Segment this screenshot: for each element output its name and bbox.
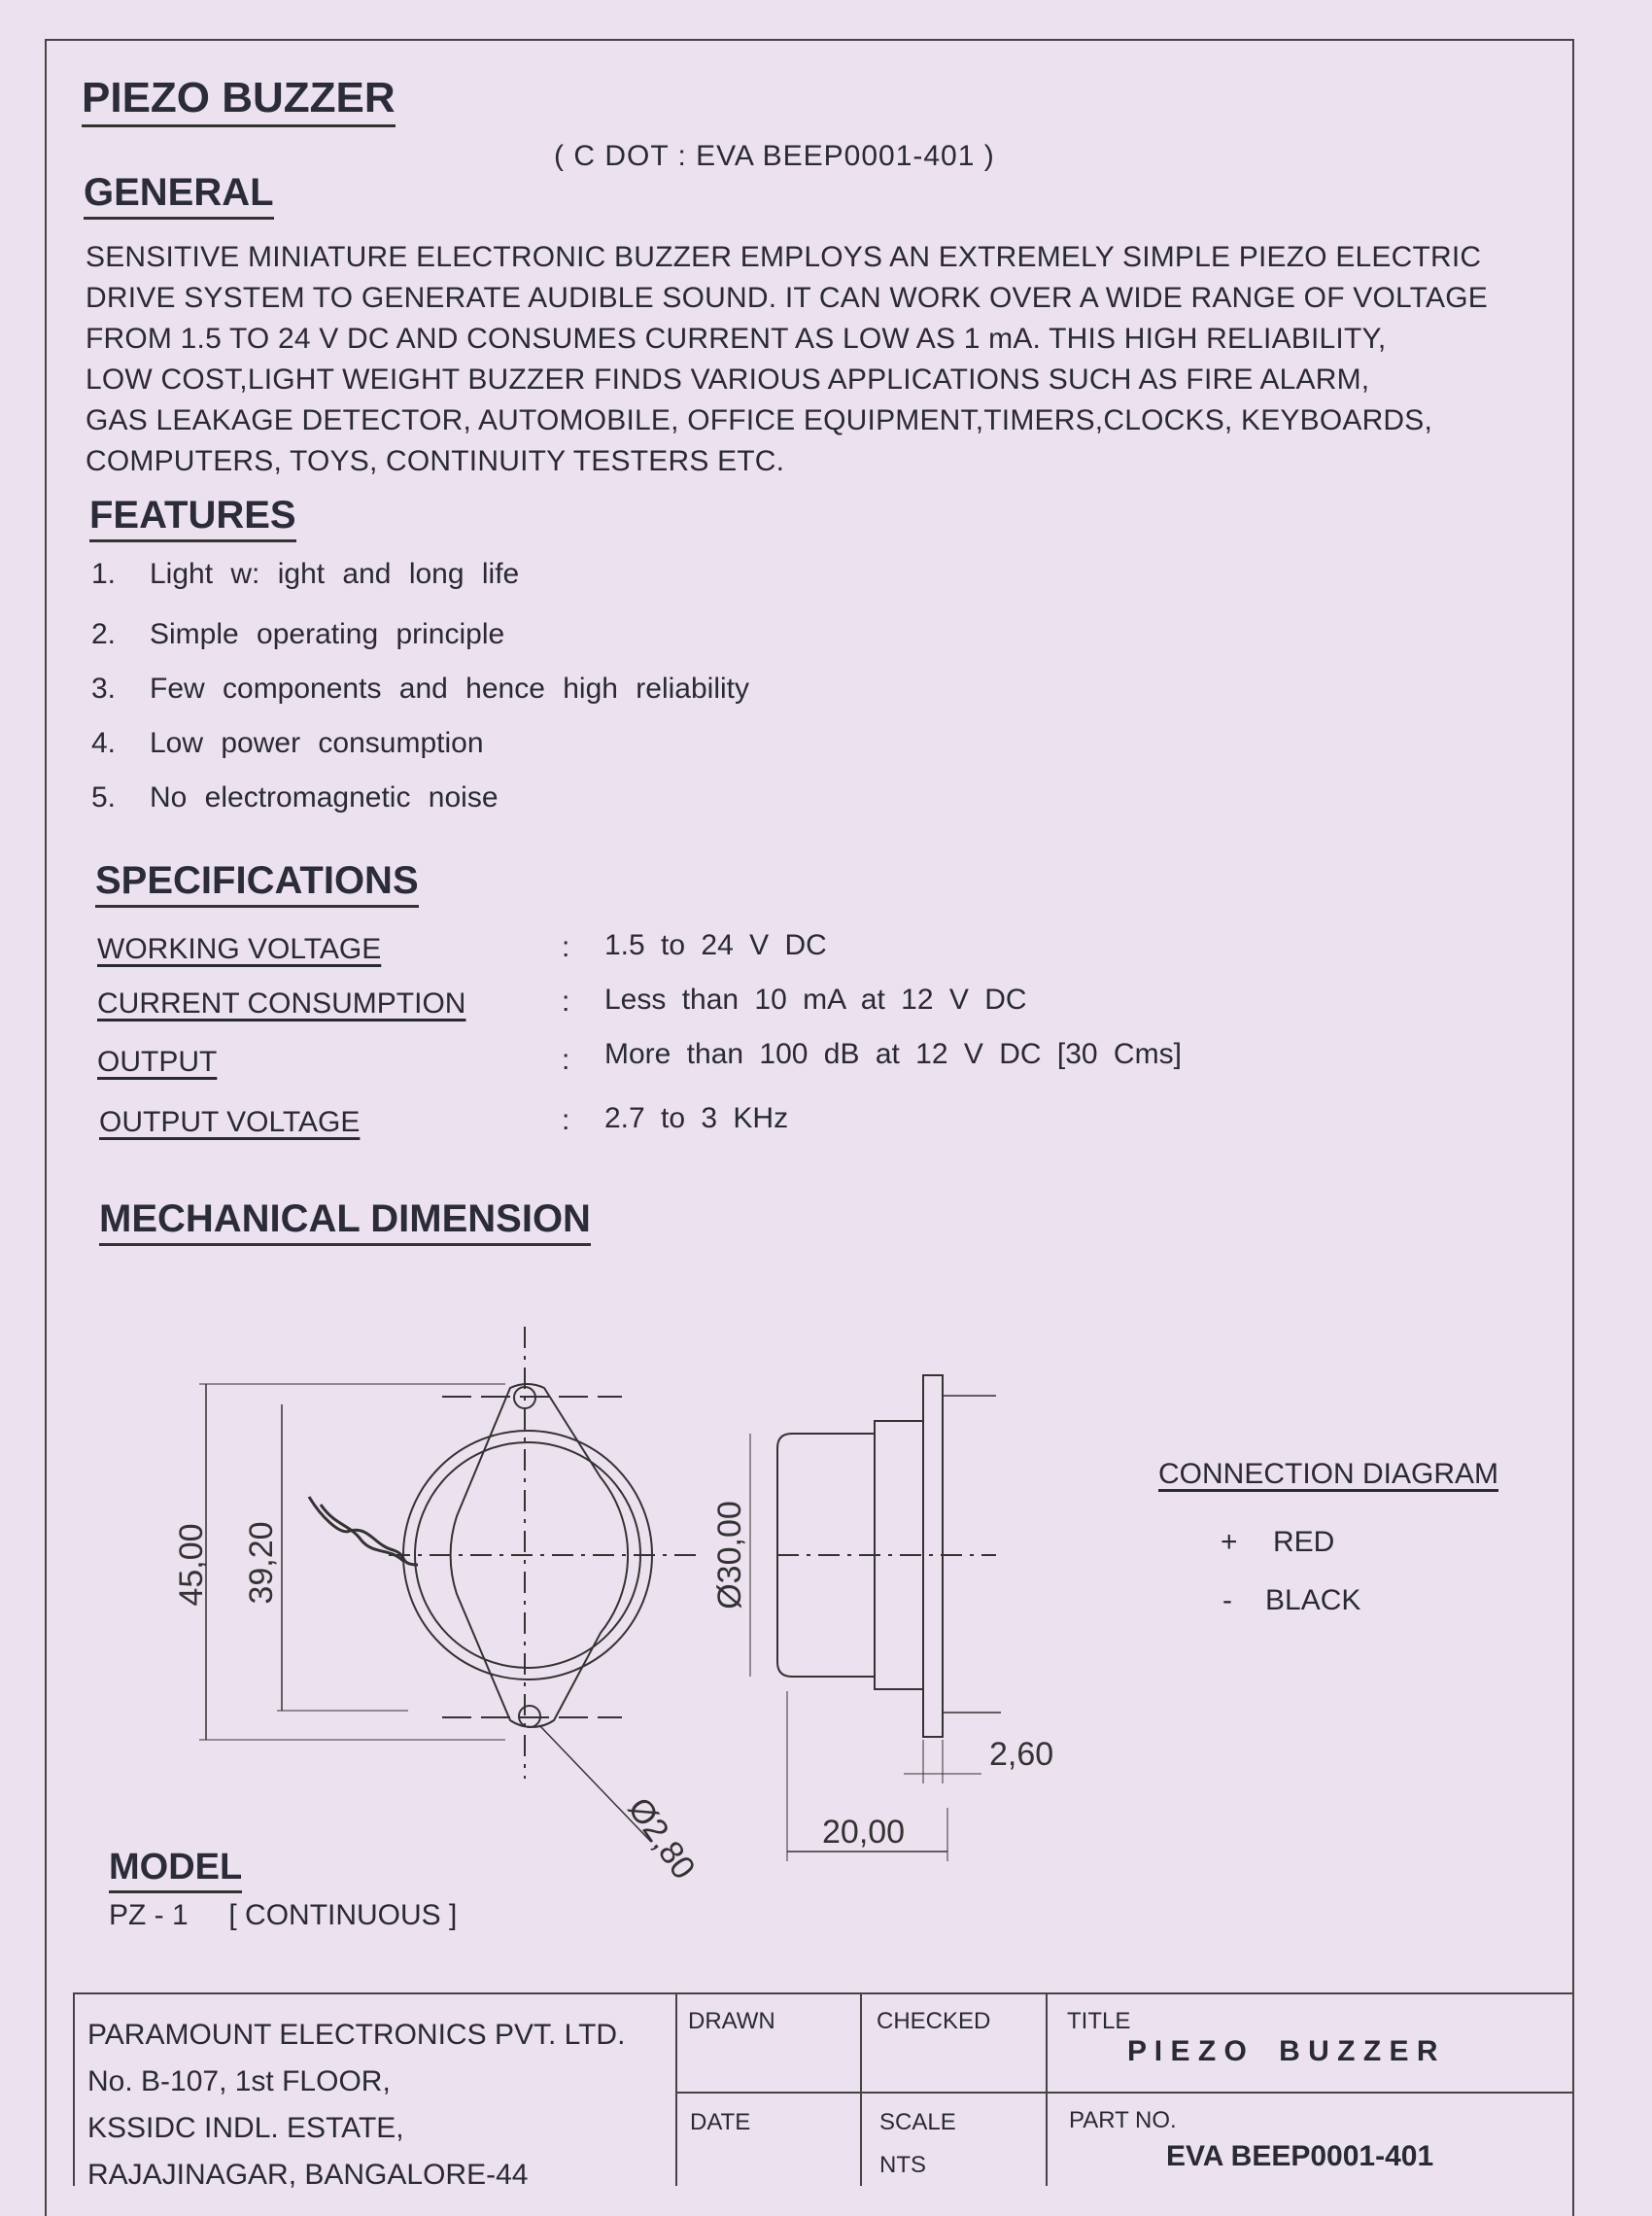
dim-overall-height: 45,00 bbox=[173, 1523, 210, 1607]
spec-value: 2.7 to 3 KHz bbox=[604, 1102, 789, 1134]
connection-sign: + bbox=[1221, 1526, 1238, 1558]
part-number-label: PART NO. bbox=[1069, 2107, 1177, 2133]
feature-text: Light w: ight and long life bbox=[150, 558, 520, 590]
general-line: DRIVE SYSTEM TO GENERATE AUDIBLE SOUND. IT CAN WORK OVER A WIDE RANGE OF VOLTAGE bbox=[86, 282, 1488, 314]
dim-hole-diameter: Ø2,80 bbox=[620, 1790, 703, 1887]
spec-label: WORKING VOLTAGE bbox=[97, 933, 382, 965]
general-heading: GENERAL bbox=[84, 171, 274, 220]
mechanical-heading: MECHANICAL DIMENSION bbox=[99, 1197, 591, 1246]
dim-diameter: Ø30,00 bbox=[711, 1501, 748, 1610]
page-title: PIEZO BUZZER bbox=[82, 74, 396, 127]
connection-diagram-heading: CONNECTION DIAGRAM bbox=[1158, 1458, 1499, 1490]
company-address bbox=[87, 2012, 625, 2199]
specifications-heading: SPECIFICATIONS bbox=[95, 859, 419, 908]
feature-text: No electromagnetic noise bbox=[150, 781, 499, 814]
scale-value: NTS bbox=[879, 2152, 926, 2178]
feature-number: 2. bbox=[91, 618, 117, 650]
divider bbox=[860, 1992, 862, 2186]
spec-label: CURRENT CONSUMPTION bbox=[97, 987, 466, 1020]
feature-text: Simple operating principle bbox=[150, 618, 505, 650]
feature-number: 5. bbox=[91, 781, 117, 814]
title-label: TITLE bbox=[1067, 2008, 1131, 2034]
spec-colon: : bbox=[562, 1104, 570, 1136]
divider bbox=[1046, 1992, 1048, 2186]
dim-body-height: 39,20 bbox=[243, 1521, 280, 1605]
spec-value: 1.5 to 24 V DC bbox=[604, 929, 827, 961]
company-line: No. B-107, 1st FLOOR, bbox=[87, 2065, 391, 2097]
features-heading: FEATURES bbox=[89, 494, 296, 542]
feature-number: 1. bbox=[91, 558, 117, 590]
general-line: LOW COST,LIGHT WEIGHT BUZZER FINDS VARIOUS APPLICATIONS SUCH AS FIRE ALARM, bbox=[86, 364, 1370, 396]
general-line: SENSITIVE MINIATURE ELECTRONIC BUZZER EMPLOYS AN EXTREMELY SIMPLE PIEZO ELECTRIC bbox=[86, 241, 1482, 273]
spec-colon: : bbox=[562, 1044, 570, 1076]
dim-depth: 20,00 bbox=[822, 1814, 906, 1851]
buzzer-wires bbox=[309, 1497, 418, 1565]
model-heading: MODEL bbox=[109, 1847, 242, 1893]
spec-value: More than 100 dB at 12 V DC [30 Cms] bbox=[604, 1038, 1182, 1070]
feature-number: 3. bbox=[91, 673, 117, 705]
checked-label: CHECKED bbox=[877, 2008, 991, 2034]
company-line: KSSIDC INDL. ESTATE, bbox=[87, 2112, 404, 2144]
general-line: GAS LEAKAGE DETECTOR, AUTOMOBILE, OFFICE EQUIPMENT,TIMERS,CLOCKS, KEYBOARDS, bbox=[86, 404, 1433, 436]
date-label: DATE bbox=[690, 2109, 751, 2135]
part-number-value: EVA BEEP0001-401 bbox=[1166, 2140, 1434, 2172]
company-line: RAJAJINAGAR, BANGALORE-44 bbox=[87, 2159, 529, 2191]
feature-number: 4. bbox=[91, 727, 117, 759]
title-value: P I E Z O B U Z Z E R bbox=[1127, 2035, 1438, 2067]
dim-flange: 2,60 bbox=[989, 1736, 1054, 1773]
drawn-label: DRAWN bbox=[688, 2008, 775, 2034]
feature-text: Low power consumption bbox=[150, 727, 484, 759]
document-reference: ( C DOT : EVA BEEP0001-401 ) bbox=[554, 140, 995, 172]
connection-sign: - bbox=[1222, 1584, 1232, 1616]
connection-color: RED bbox=[1273, 1526, 1335, 1558]
spec-value: Less than 10 mA at 12 V DC bbox=[604, 984, 1027, 1016]
general-line: COMPUTERS, TOYS, CONTINUITY TESTERS ETC. bbox=[86, 445, 785, 477]
divider bbox=[675, 1992, 677, 2186]
spec-label: OUTPUT bbox=[97, 1046, 218, 1078]
feature-text: Few components and hence high reliability bbox=[150, 673, 749, 705]
model-value: PZ - 1 [ CONTINUOUS ] bbox=[109, 1899, 458, 1931]
connection-color: BLACK bbox=[1265, 1584, 1361, 1616]
spec-label: OUTPUT VOLTAGE bbox=[99, 1106, 361, 1138]
scale-label: SCALE bbox=[879, 2109, 956, 2135]
general-line: FROM 1.5 TO 24 V DC AND CONSUMES CURRENT AS LOW AS 1 mA. THIS HIGH RELIABILITY, bbox=[86, 323, 1387, 355]
company-line: PARAMOUNT ELECTRONICS PVT. LTD. bbox=[87, 2019, 626, 2051]
spec-colon: : bbox=[562, 986, 570, 1018]
divider bbox=[675, 2092, 1574, 2094]
spec-colon: : bbox=[562, 931, 570, 963]
